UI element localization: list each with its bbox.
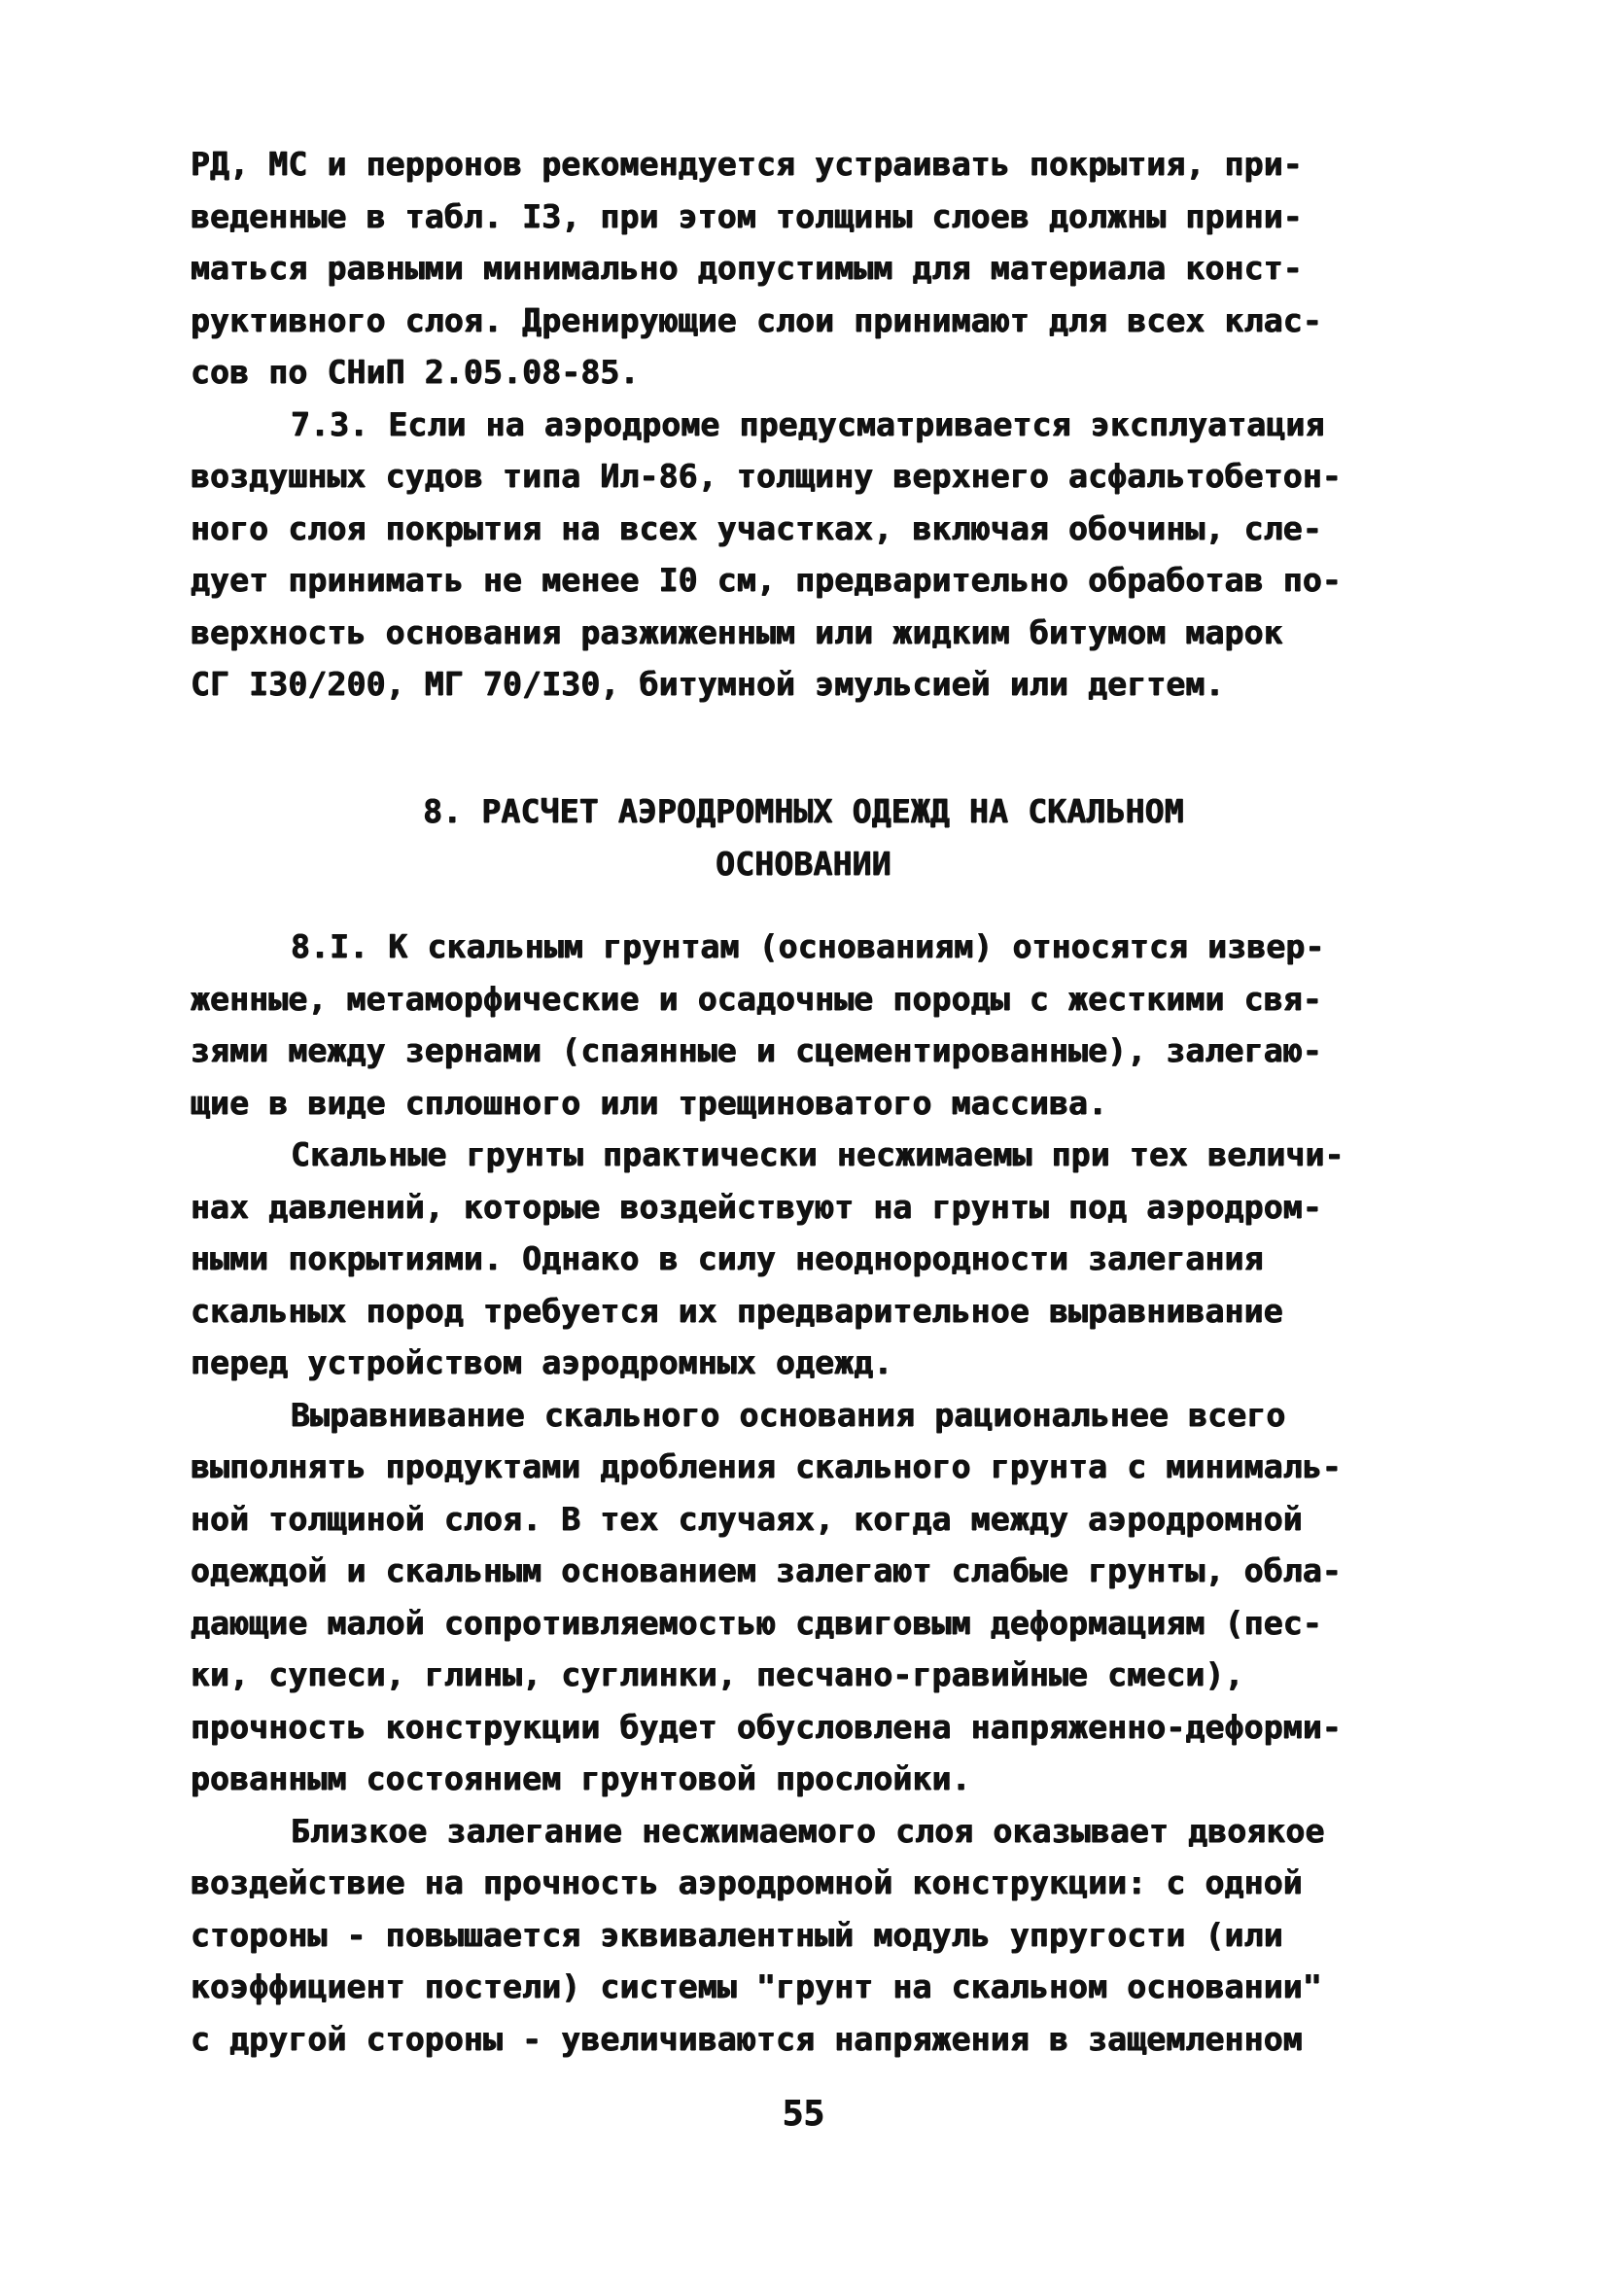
heading-line: ОСНОВАНИИ — [716, 845, 891, 883]
text-line: воздушных судов типа Ил-86, толщину верхнего асфальтобетон- — [191, 457, 1342, 495]
text-line: маться равными минимально допустимым для материала конст- — [191, 249, 1303, 287]
text-line: ными покрытиями. Однако в силу неоднородности залегания — [191, 1239, 1264, 1277]
text-line: дающие малой сопротивляемостью сдвиговым деформациям (пес- — [191, 1603, 1322, 1642]
text-line: с другой стороны - увеличиваются напряжения в защемленном — [191, 2019, 1303, 2058]
text-line: зями между зернами (спаянные и сцементированные), залегаю- — [191, 1031, 1322, 1069]
text-line: нах давлений, которые воздействуют на грунты под аэродром- — [191, 1187, 1322, 1226]
text-line: стороны - повышается эквивалентный модуль упругости (или — [191, 1915, 1283, 1954]
text-line: ной толщиной слоя. В тех случаях, когда между аэродромной — [191, 1499, 1303, 1538]
paragraph-first-line: Скальные грунты практически несжимаемы при тех величи- — [291, 1135, 1345, 1173]
paragraph-8-1-first-line: 8.I. К скальным грунтам (основаниям) относятся извер- — [291, 927, 1325, 965]
text-line: сов по СНиП 2.05.08-85. — [191, 353, 640, 391]
heading-line: 8. РАСЧЕТ АЭРОДРОМНЫХ ОДЕЖД НА СКАЛЬНОМ — [423, 792, 1184, 830]
text-line: верхность основания разжиженным или жидким битумом марок — [191, 612, 1283, 651]
body-text-top — [191, 138, 1454, 711]
text-line: перед устройством аэродромных одежд. — [191, 1343, 893, 1381]
text-line: дует принимать не менее I0 см, предварительно обработав по- — [191, 561, 1342, 599]
text-line: коэффициент постели) системы "грунт на скальном основании" — [191, 1967, 1322, 2005]
text-line: веденные в табл. I3, при этом толщины слоев должны прини- — [191, 196, 1303, 235]
text-line: скальных пород требуется их предварительное выравнивание — [191, 1291, 1283, 1330]
paragraph-first-line: Близкое залегание несжимаемого слоя оказывает двоякое — [291, 1811, 1325, 1850]
text-line: одеждой и скальным основанием залегают слабые грунты, обла- — [191, 1551, 1342, 1589]
body-text-bottom — [191, 921, 1454, 2065]
text-line: ки, супеси, глины, суглинки, песчано-гравийные смеси), — [191, 1655, 1244, 1693]
page-number: 55 — [782, 2094, 825, 2134]
text-line: СГ I30/200, МГ 70/I30, битумной эмульсией или дегтем. — [191, 665, 1225, 703]
paragraph-first-line: Выравнивание скального основания рациональнее всего — [291, 1395, 1286, 1434]
paragraph-7-3-first-line: 7.3. Если на аэродроме предусматривается эксплуатация — [291, 404, 1325, 443]
text-line: щие в виде сплошного или трещиноватого массива. — [191, 1083, 1108, 1122]
text-line: воздействие на прочность аэродромной конструкции: с одной — [191, 1863, 1303, 1901]
text-line: выполнять продуктами дробления скального грунта с минималь- — [191, 1447, 1342, 1485]
section-8-heading — [0, 785, 1607, 890]
text-line: рованным состоянием грунтовой прослойки. — [191, 1759, 971, 1797]
text-line: РД, МС и перронов рекомендуется устраивать покрытия, при- — [191, 145, 1303, 183]
text-line: прочность конструкции будет обусловлена напряженно-деформи- — [191, 1707, 1342, 1746]
text-line: ного слоя покрытия на всех участках, включая обочины, сле- — [191, 508, 1322, 547]
text-line: руктивного слоя. Дренирующие слои принимают для всех клас- — [191, 300, 1322, 339]
text-line: женные, метаморфические и осадочные породы с жесткими свя- — [191, 979, 1322, 1018]
